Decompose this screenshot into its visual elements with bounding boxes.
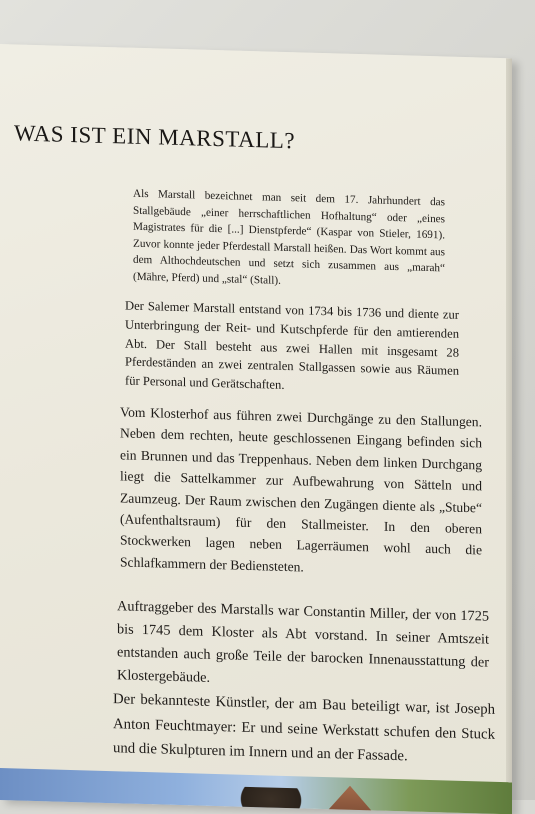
- info-sign-panel: [0, 44, 512, 814]
- paragraph-definition: Als Marstall bezeichnet man seit dem 17. Jahrhundert das Stallgebäude „einer herrschaftlichen Hofhaltung“ oder „eines Magistrates für die [...] Dienstpferde“ (Kaspar von Stieler, 1691). Zuvor konnte jeder Pferdestall Marstall heißen. Das Wort kommt aus dem Althochdeutschen und setzt sich zusammen aus „marah“ (Mähre, Pferd) und „stal“ (Stall).: [133, 187, 445, 287]
- paragraph-patron: Auftraggeber des Marstalls war Constantin Miller, der von 1725 bis 1745 dem Kloster als Abt vorstand. In seiner Amtszeit entstanden auch große Teile der barocken Innenausstattung der Klostergebäude.: [117, 598, 489, 686]
- sign-title: WAS IST EIN MARSTALL?: [14, 120, 296, 154]
- sign-body: [0, 44, 512, 814]
- paragraph-artist: Der bekannteste Künstler, der am Bau beteiligt war, ist Joseph Anton Feuchtmayer: Er und seine Werkstatt schufen den Stuck und die Skulpturen im Innern und an der Fassade.: [113, 691, 495, 765]
- photo-sculpture: [236, 787, 306, 814]
- paragraph-layout: Vom Klosterhof aus führen zwei Durchgänge zu den Stallungen. Neben dem rechten, heute geschlossenen Eingang befinden sich ein Brunnen und das Treppenhaus. Neben dem linken Durchgang liegt die Sattelkammer zur Aufbewahrung von Sätteln und Zaumzeug. Der Raum zwischen den Zugängen diente als „Stube“ (Aufenthaltsraum) für den Stallmeister. In den oberen Stockwerken lagen neben Lagerräumen wohl auch die Schlafkammern der Bediensteten.: [120, 404, 482, 575]
- paragraph-history: Der Salemer Marstall entstand von 1734 bis 1736 und diente zur Unterbringung der Reit- und Kutschpferde für den amtierenden Abt. Der Stall besteht aus zwei Hallen mit insgesamt 28 Pferdeständen an zwei zentralen Stallgassen sowie aus Räumen für Personal und Gerätschaften.: [125, 298, 459, 393]
